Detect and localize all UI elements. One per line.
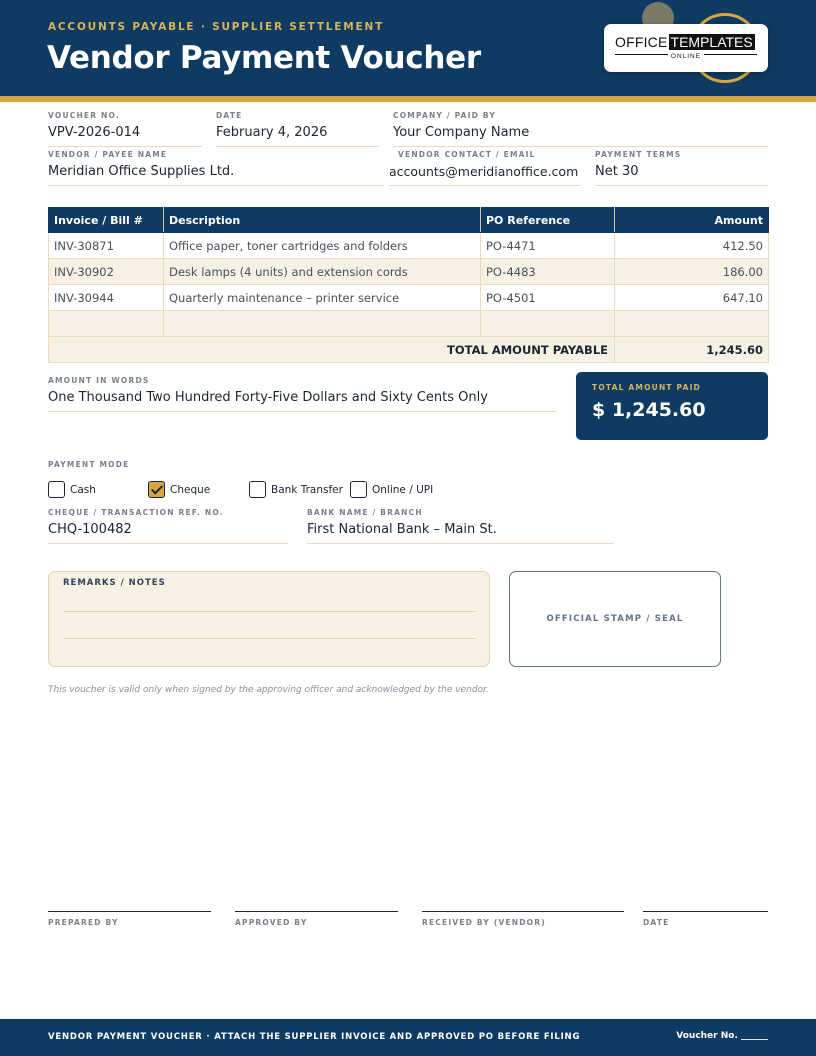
invoice-table [48, 207, 769, 363]
company-field[interactable] [393, 111, 768, 147]
page-title: Vendor Payment Voucher [47, 40, 481, 76]
remarks-line [64, 611, 476, 612]
date-label: DATE [216, 111, 243, 120]
remarks-label: REMARKS / NOTES [63, 578, 166, 588]
terms-value: Net 30 [595, 164, 639, 179]
col-header-amount: Amount [615, 208, 769, 233]
cell-description[interactable]: Desk lamps (4 units) and extension cords [164, 259, 481, 285]
cell-po[interactable]: PO-4483 [481, 259, 615, 285]
table-row [49, 285, 769, 311]
cheque-ref-value: CHQ-100482 [48, 522, 132, 537]
cell-empty[interactable] [481, 311, 615, 337]
stamp-box [509, 571, 721, 667]
bank-field[interactable] [307, 508, 614, 544]
table-row [49, 233, 769, 259]
header-kicker: ACCOUNTS PAYABLE · SUPPLIER SETTLEMENT [48, 21, 385, 33]
terms-label: PAYMENT TERMS [595, 150, 682, 159]
col-header-description: Description [164, 208, 481, 233]
cell-description[interactable]: Office paper, toner cartridges and folders [164, 233, 481, 259]
voucher-no-label: VOUCHER NO. [48, 111, 120, 120]
col-header-invoice: Invoice / Bill # [49, 208, 164, 233]
col-header-po: PO Reference [481, 208, 615, 233]
stamp-label: OFFICIAL STAMP / SEAL [546, 614, 684, 624]
option-cash-label: Cash [70, 484, 96, 496]
cheque-ref-label: CHEQUE / TRANSACTION REF. NO. [48, 508, 224, 517]
logo-subtext [604, 53, 768, 60]
footer-voucher-no: Voucher No. ______ [676, 1031, 768, 1041]
logo-word-online: ONLINE [668, 53, 704, 60]
validity-note: This voucher is valid only when signed by the approving officer and acknowledged by the vendor. [48, 685, 489, 695]
cheque-ref-field[interactable] [48, 508, 288, 544]
table-header-row [49, 208, 769, 233]
total-payable-label: TOTAL AMOUNT PAYABLE [49, 337, 615, 363]
checkbox-online-upi[interactable] [350, 481, 367, 498]
signature-approved-label: APPROVED BY [235, 918, 308, 927]
voucher-no-field[interactable] [48, 111, 202, 147]
option-online-upi-label: Online / UPI [372, 484, 434, 496]
remarks-box[interactable] [48, 571, 490, 667]
signature-date[interactable] [643, 911, 768, 931]
company-label: COMPANY / PAID BY [393, 111, 497, 120]
payment-mode-label: PAYMENT MODE [48, 460, 130, 469]
cell-invoice[interactable]: INV-30871 [49, 233, 164, 259]
logo-word-templates: TEMPLATES [670, 34, 753, 50]
terms-field[interactable] [595, 150, 768, 186]
cell-amount[interactable]: 647.10 [615, 285, 769, 311]
cell-empty[interactable] [49, 311, 164, 337]
total-payable-value: 1,245.60 [615, 337, 769, 363]
signature-received[interactable] [422, 911, 624, 931]
contact-value: accounts@meridianoffice.com [389, 164, 579, 179]
table-total-row [49, 337, 769, 363]
total-paid-label: TOTAL AMOUNT PAID [592, 383, 701, 392]
cell-amount[interactable]: 412.50 [615, 233, 769, 259]
remarks-line [64, 638, 476, 639]
page-footer [0, 1019, 816, 1056]
vendor-value: Meridian Office Supplies Ltd. [48, 164, 235, 179]
amount-words-label: AMOUNT IN WORDS [48, 376, 150, 385]
option-bank-transfer-label: Bank Transfer [271, 484, 343, 496]
total-paid-value: $ 1,245.60 [592, 399, 706, 421]
table-row [49, 259, 769, 285]
signature-prepared[interactable] [48, 911, 211, 931]
signature-prepared-label: PREPARED BY [48, 918, 119, 927]
cell-invoice[interactable]: INV-30944 [49, 285, 164, 311]
header-accent-bar [0, 96, 816, 102]
bank-label: BANK NAME / BRANCH [307, 508, 423, 517]
brand-logo[interactable] [604, 24, 768, 72]
vendor-field[interactable] [48, 150, 384, 186]
date-field[interactable] [216, 111, 379, 147]
amount-words-value: One Thousand Two Hundred Forty-Five Dollars and Sixty Cents Only [48, 390, 488, 405]
footer-text: VENDOR PAYMENT VOUCHER · ATTACH THE SUPPLIER INVOICE AND APPROVED PO BEFORE FILING [48, 1032, 581, 1042]
company-value: Your Company Name [393, 125, 530, 140]
contact-label: VENDOR CONTACT / EMAIL [398, 150, 536, 159]
logo-wordmark [615, 34, 755, 50]
cell-po[interactable]: PO-4501 [481, 285, 615, 311]
checkbox-cash[interactable] [48, 481, 65, 498]
signature-approved[interactable] [235, 911, 398, 931]
signature-received-label: RECEIVED BY (VENDOR) [422, 918, 546, 927]
date-value: February 4, 2026 [216, 125, 328, 140]
vendor-label: VENDOR / PAYEE NAME [48, 150, 168, 159]
bank-value: First National Bank – Main St. [307, 522, 497, 537]
cell-invoice[interactable]: INV-30902 [49, 259, 164, 285]
total-paid-box [576, 372, 768, 440]
cell-po[interactable]: PO-4471 [481, 233, 615, 259]
cell-empty[interactable] [615, 311, 769, 337]
checkbox-cheque-checked[interactable] [148, 481, 165, 498]
option-cheque-label: Cheque [170, 484, 211, 496]
cell-amount[interactable]: 186.00 [615, 259, 769, 285]
signature-date-label: DATE [643, 918, 670, 927]
cell-description[interactable]: Quarterly maintenance – printer service [164, 285, 481, 311]
cell-empty[interactable] [164, 311, 481, 337]
voucher-no-value: VPV-2026-014 [48, 125, 141, 140]
amount-words-field[interactable] [48, 376, 556, 412]
logo-word-office: OFFICE [615, 34, 668, 50]
checkbox-bank-transfer[interactable] [249, 481, 266, 498]
contact-field[interactable] [389, 150, 581, 186]
page-header [0, 0, 816, 96]
table-row-empty [49, 311, 769, 337]
